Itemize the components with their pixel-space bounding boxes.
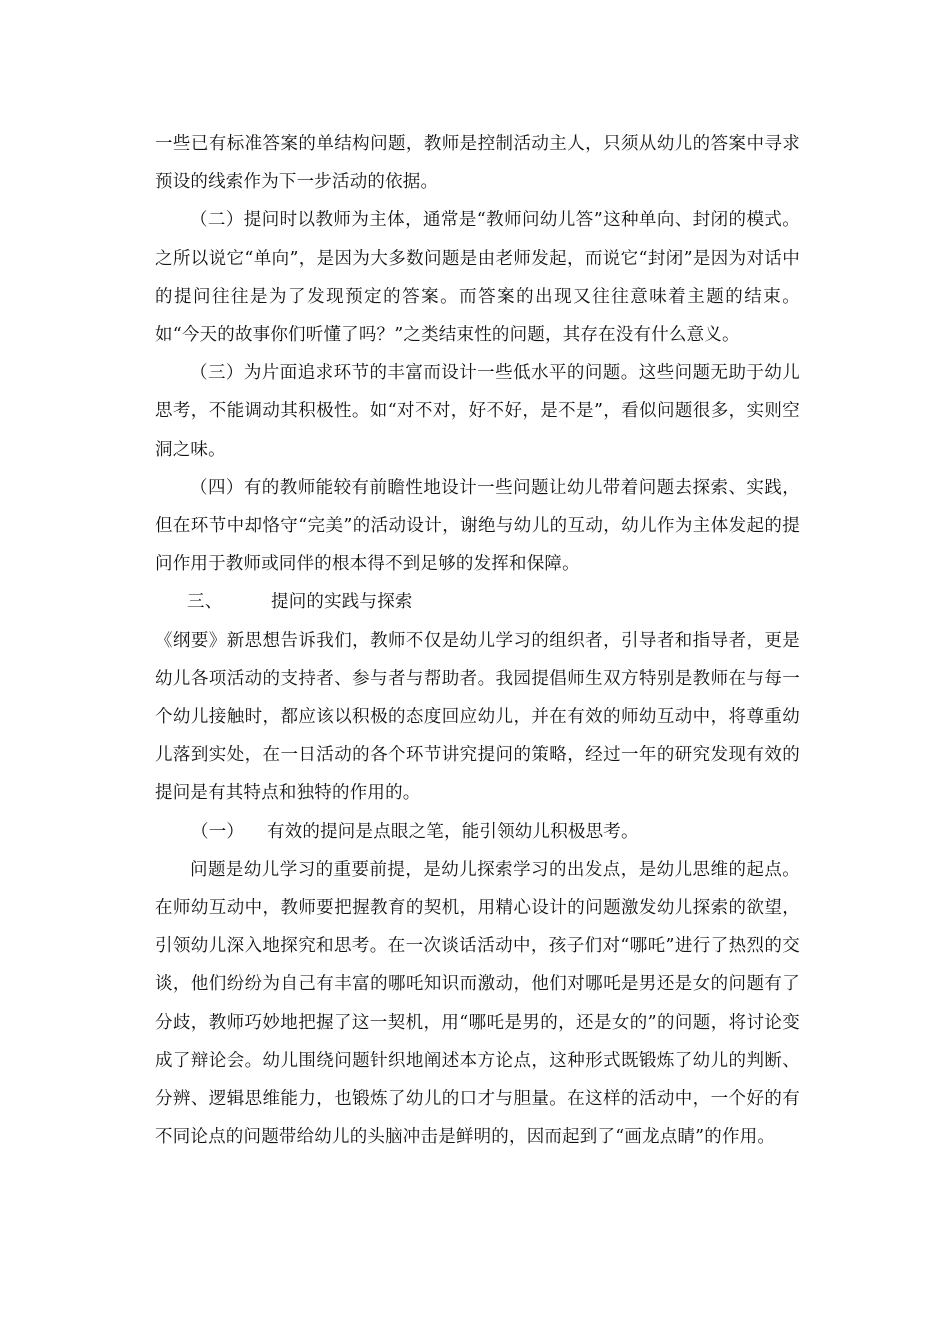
paragraph-outline: 《纲要》新思想告诉我们，教师不仅是幼儿学习的组织者，引导者和指导者，更是幼儿各项活动的支持者、参与者与帮助者。我园提倡师生双方特别是教师在与每一个幼儿接触时，都应该以积极的态度回应幼儿，并在有效的师幼互动中，将尊重幼儿落到实处，在一日活动的各个环节讲究提问的策略，经过一年的研究发现有效的提问是有其特点和独特的作用的。	[155, 630, 800, 804]
section-heading	[155, 583, 800, 621]
document-body	[155, 125, 800, 1156]
subsection-heading-number: （一）	[191, 821, 245, 842]
paragraph-continued: 一些已有标准答案的单结构问题，教师是控制活动主人，只须从幼儿的答案中寻求预设的线索作为下一步活动的依据。	[155, 134, 800, 193]
paragraph-point-three: （三）为片面追求环节的丰富而设计一些低水平的问题。这些问题无助于幼儿思考，不能调动其积极性。如“对不对，好不好，是不是”，看似问题很多，实则空洞之味。	[155, 363, 800, 460]
subsection-heading	[155, 813, 800, 851]
paragraph-point-two: （二）提问时以教师为主体，通常是“教师问幼儿答”这种单向、封闭的模式。之所以说它“单向”，是因为大多数问题是由老师发起，而说它“封闭”是因为对话中的提问往往是为了发现预定的答案。而答案的出现又往往意味着主题的结束。如“今天的故事你们听懂了吗？”之类结束性的问题，其存在没有什么意义。	[155, 210, 800, 346]
paragraph-example: 问题是幼儿学习的重要前提，是幼儿探索学习的出发点，是幼儿思维的起点。在师幼互动中，教师要把握教育的契机，用精心设计的问题激发幼儿探索的欲望，引领幼儿深入地探究和思考。在一次谈话活动中，孩子们对“哪吒”进行了热烈的交谈，他们纷纷为自己有丰富的哪吒知识而激动，他们对哪吒是男还是女的问题有了分歧，教师巧妙地把握了这一契机，用“哪吒是男的，还是女的”的问题，将讨论变成了辩论会。幼儿围绕问题针织地阐述本方论点，这种形式既锻炼了幼儿的判断、分辨、逻辑思维能力，也锻炼了幼儿的口才与胆量。在这样的活动中，一个好的有不同论点的问题带给幼儿的头脑冲击是鲜明的，因而起到了“画龙点睛”的作用。	[155, 859, 800, 1148]
paragraph-point-four: （四）有的教师能较有前瞻性地设计一些问题让幼儿带着问题去探索、实践，但在环节中却恪守“完美”的活动设计，谢绝与幼儿的互动，幼儿作为主体发起的提问作用于教师或同伴的根本得不到足够的发挥和保障。	[155, 477, 800, 575]
section-heading-number: 三、	[187, 592, 223, 613]
subsection-heading-text: 有效的提问是点眼之笔，能引领幼儿积极思考。	[267, 821, 639, 842]
section-heading-text: 提问的实践与探索	[271, 592, 413, 613]
